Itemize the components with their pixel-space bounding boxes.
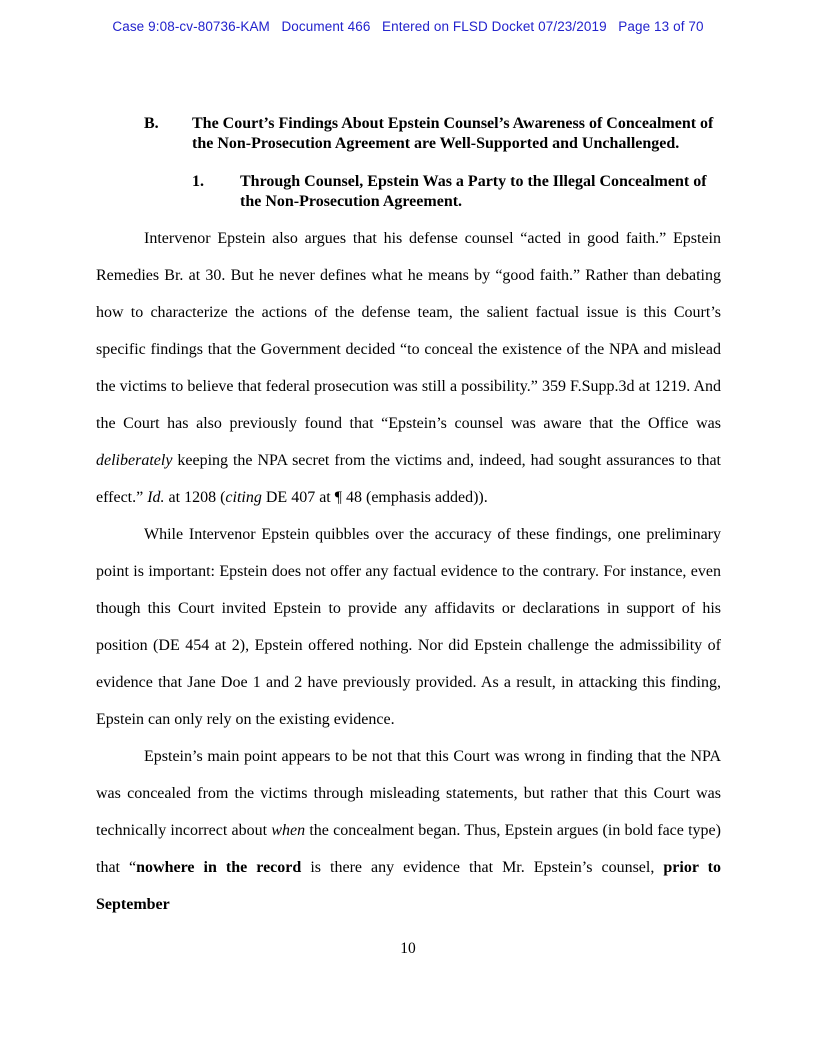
- case-header-stamp: Case 9:08-cv-80736-KAM Document 466 Entered on FLSD Docket 07/23/2019 Page 13 of 70: [112, 19, 704, 34]
- subsection-heading-1-title: [240, 172, 721, 212]
- paragraph: While Intervenor Epstein quibbles over the accuracy of these findings, one preliminary point is important: Epstein does not offer any factual evidence to the contrary. For instance, even though this Court invited Epstein to provide any affidavits or declarations in support of his position (DE 454 at 2), Epstein offered nothing. Nor did Epstein challenge the admissibility of evidence that Jane Doe 1 and 2 have previously provided. As a result, in attacking this finding, Epstein can only rely on the existing evidence.: [96, 526, 721, 728]
- text-run-bold: nowhere in the record: [136, 859, 302, 876]
- subsection-heading-1-title-line-1: Through Counsel, Epstein Was a Party to the Illegal Concealment of: [240, 173, 707, 190]
- paragraph: Intervenor Epstein also argues that his defense counsel “acted in good faith.” Epstein Remedies Br. at 30. But he never defines what he means by “good faith.” Rather than debating how to characterize the actions of the defense team, the salient factual issue is this Court’s specific findings that the Government decided “to conceal the existence of the NPA and mislead the victims to believe that federal prosecution was still a possibility.” 359 F.Supp.3d at 1219. And the Court has also previously found that “Epstein’s counsel was aware that the Office was deliberately keeping the NPA secret from the victims and, indeed, had sought assurances to that effect.” Id. at 1208 (citing DE 407 at ¶ 48 (emphasis added)).: [96, 230, 721, 506]
- text-run-italic: citing: [225, 489, 262, 506]
- paragraph: Epstein’s main point appears to be not that this Court was wrong in finding that the NPA was concealed from the victims through misleading statements, but rather that this Court was technically incorrect about when the concealment began. Thus, Epstein argues (in bold face type) that “nowhere in the record is there any evidence that Mr. Epstein’s counsel, prior to September: [96, 748, 721, 913]
- subsection-heading-1-label: 1.: [192, 173, 204, 190]
- page-number: 10: [400, 940, 416, 957]
- text-run-italic: when: [271, 822, 306, 839]
- subsection-heading-1-title-line-2: the Non-Prosecution Agreement.: [240, 193, 463, 210]
- text-run-italic: deliberately: [96, 452, 173, 469]
- document-paragraphs: [96, 220, 721, 923]
- section-heading-b: [144, 114, 721, 154]
- section-heading-b-label: B.: [144, 115, 159, 132]
- document-body: [96, 114, 721, 923]
- section-heading-b-title-line-1: The Court’s Findings About Epstein Counsel’s Awareness of Concealment of: [192, 115, 714, 132]
- section-heading-b-title-line-2: the Non-Prosecution Agreement are Well-Supported and Unchallenged.: [192, 135, 680, 152]
- subsection-heading-1: [192, 172, 721, 212]
- text-run-italic: Id.: [147, 489, 165, 506]
- section-heading-b-title: [192, 114, 721, 154]
- text-run-bold: prior to September: [96, 859, 721, 913]
